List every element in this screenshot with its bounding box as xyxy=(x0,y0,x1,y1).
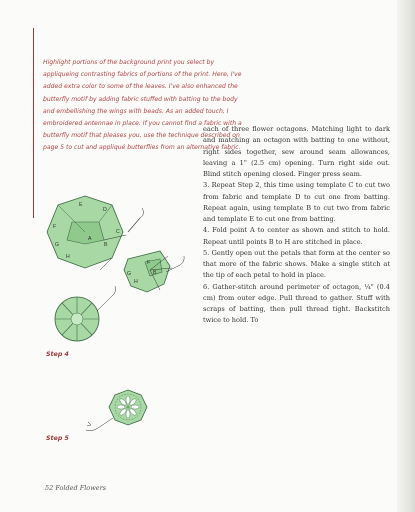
step-5-label: Step 5 xyxy=(46,435,69,442)
folding-octagon-small xyxy=(124,251,184,292)
step-4-flower xyxy=(55,286,116,341)
point-label-b2: B xyxy=(153,270,157,276)
instruction-step-6: 6. Gather-stitch around perimeter of octagon, ¼" (0.4 cm) from outer edge. Pull thread to gather. Stuff with scraps of batting, then pull thread tight. Backstitch twice to hold. To xyxy=(203,282,390,325)
step-4-label: Step 4 xyxy=(46,351,69,358)
page-footer: 52 Folded Flowers xyxy=(45,484,107,492)
instruction-step-4: 4. Fold point A to center as shown and stitch to hold. Repeat until points B to H are stitched in place. xyxy=(203,226,390,246)
caption-text: Highlight portions of the background print you select by appliqueing contrasting fabrics of portions of the print. Here, I've added extra color to some of the leaves. I've also enhanced the butterfly motif by adding fabric stuffed with batting to the body and embellishing the wings with beads. As an added touch, I embroidered antennae in place. If you cannot find a fabric with a butterfly motif that pleases you, use the technique described on page 5 to cut and appliqué butterflies from an alternative fabric. xyxy=(43,59,242,152)
point-label-g: G xyxy=(55,242,60,248)
step-5-flower xyxy=(86,390,147,431)
point-label-g2: G xyxy=(127,271,132,277)
instruction-step-3: 3. Repeat Step 2, this time using template C to cut two from fabric and template D to cut one from batting. Repeat again, using template B to cut two from fabric and template E to cut one from batting. xyxy=(203,181,390,223)
point-label-f2: F xyxy=(147,260,151,266)
instruction-step-5: 5. Gently open out the petals that form at the center so that more of the fabric shows. Make a single stitch at the tip of each petal to hold in place. xyxy=(203,248,390,280)
point-label-h2: H xyxy=(134,279,138,285)
point-label-e: E xyxy=(79,202,83,208)
point-label-d: D xyxy=(103,207,107,213)
point-label-b: B xyxy=(104,242,108,248)
point-label-a: A xyxy=(88,236,92,242)
point-label-f: F xyxy=(53,224,57,230)
instructions-continuation: each of three flower octagons. Matching light to dark and matching an octagon with batting to one without, right sides together, sew around seam allowances, leaving a 1" (2.5 cm) opening. Turn right side out. Blind stitch opening closed. Finger press seam. xyxy=(203,125,390,178)
point-label-c: C xyxy=(116,229,120,235)
point-label-h: H xyxy=(66,254,70,260)
